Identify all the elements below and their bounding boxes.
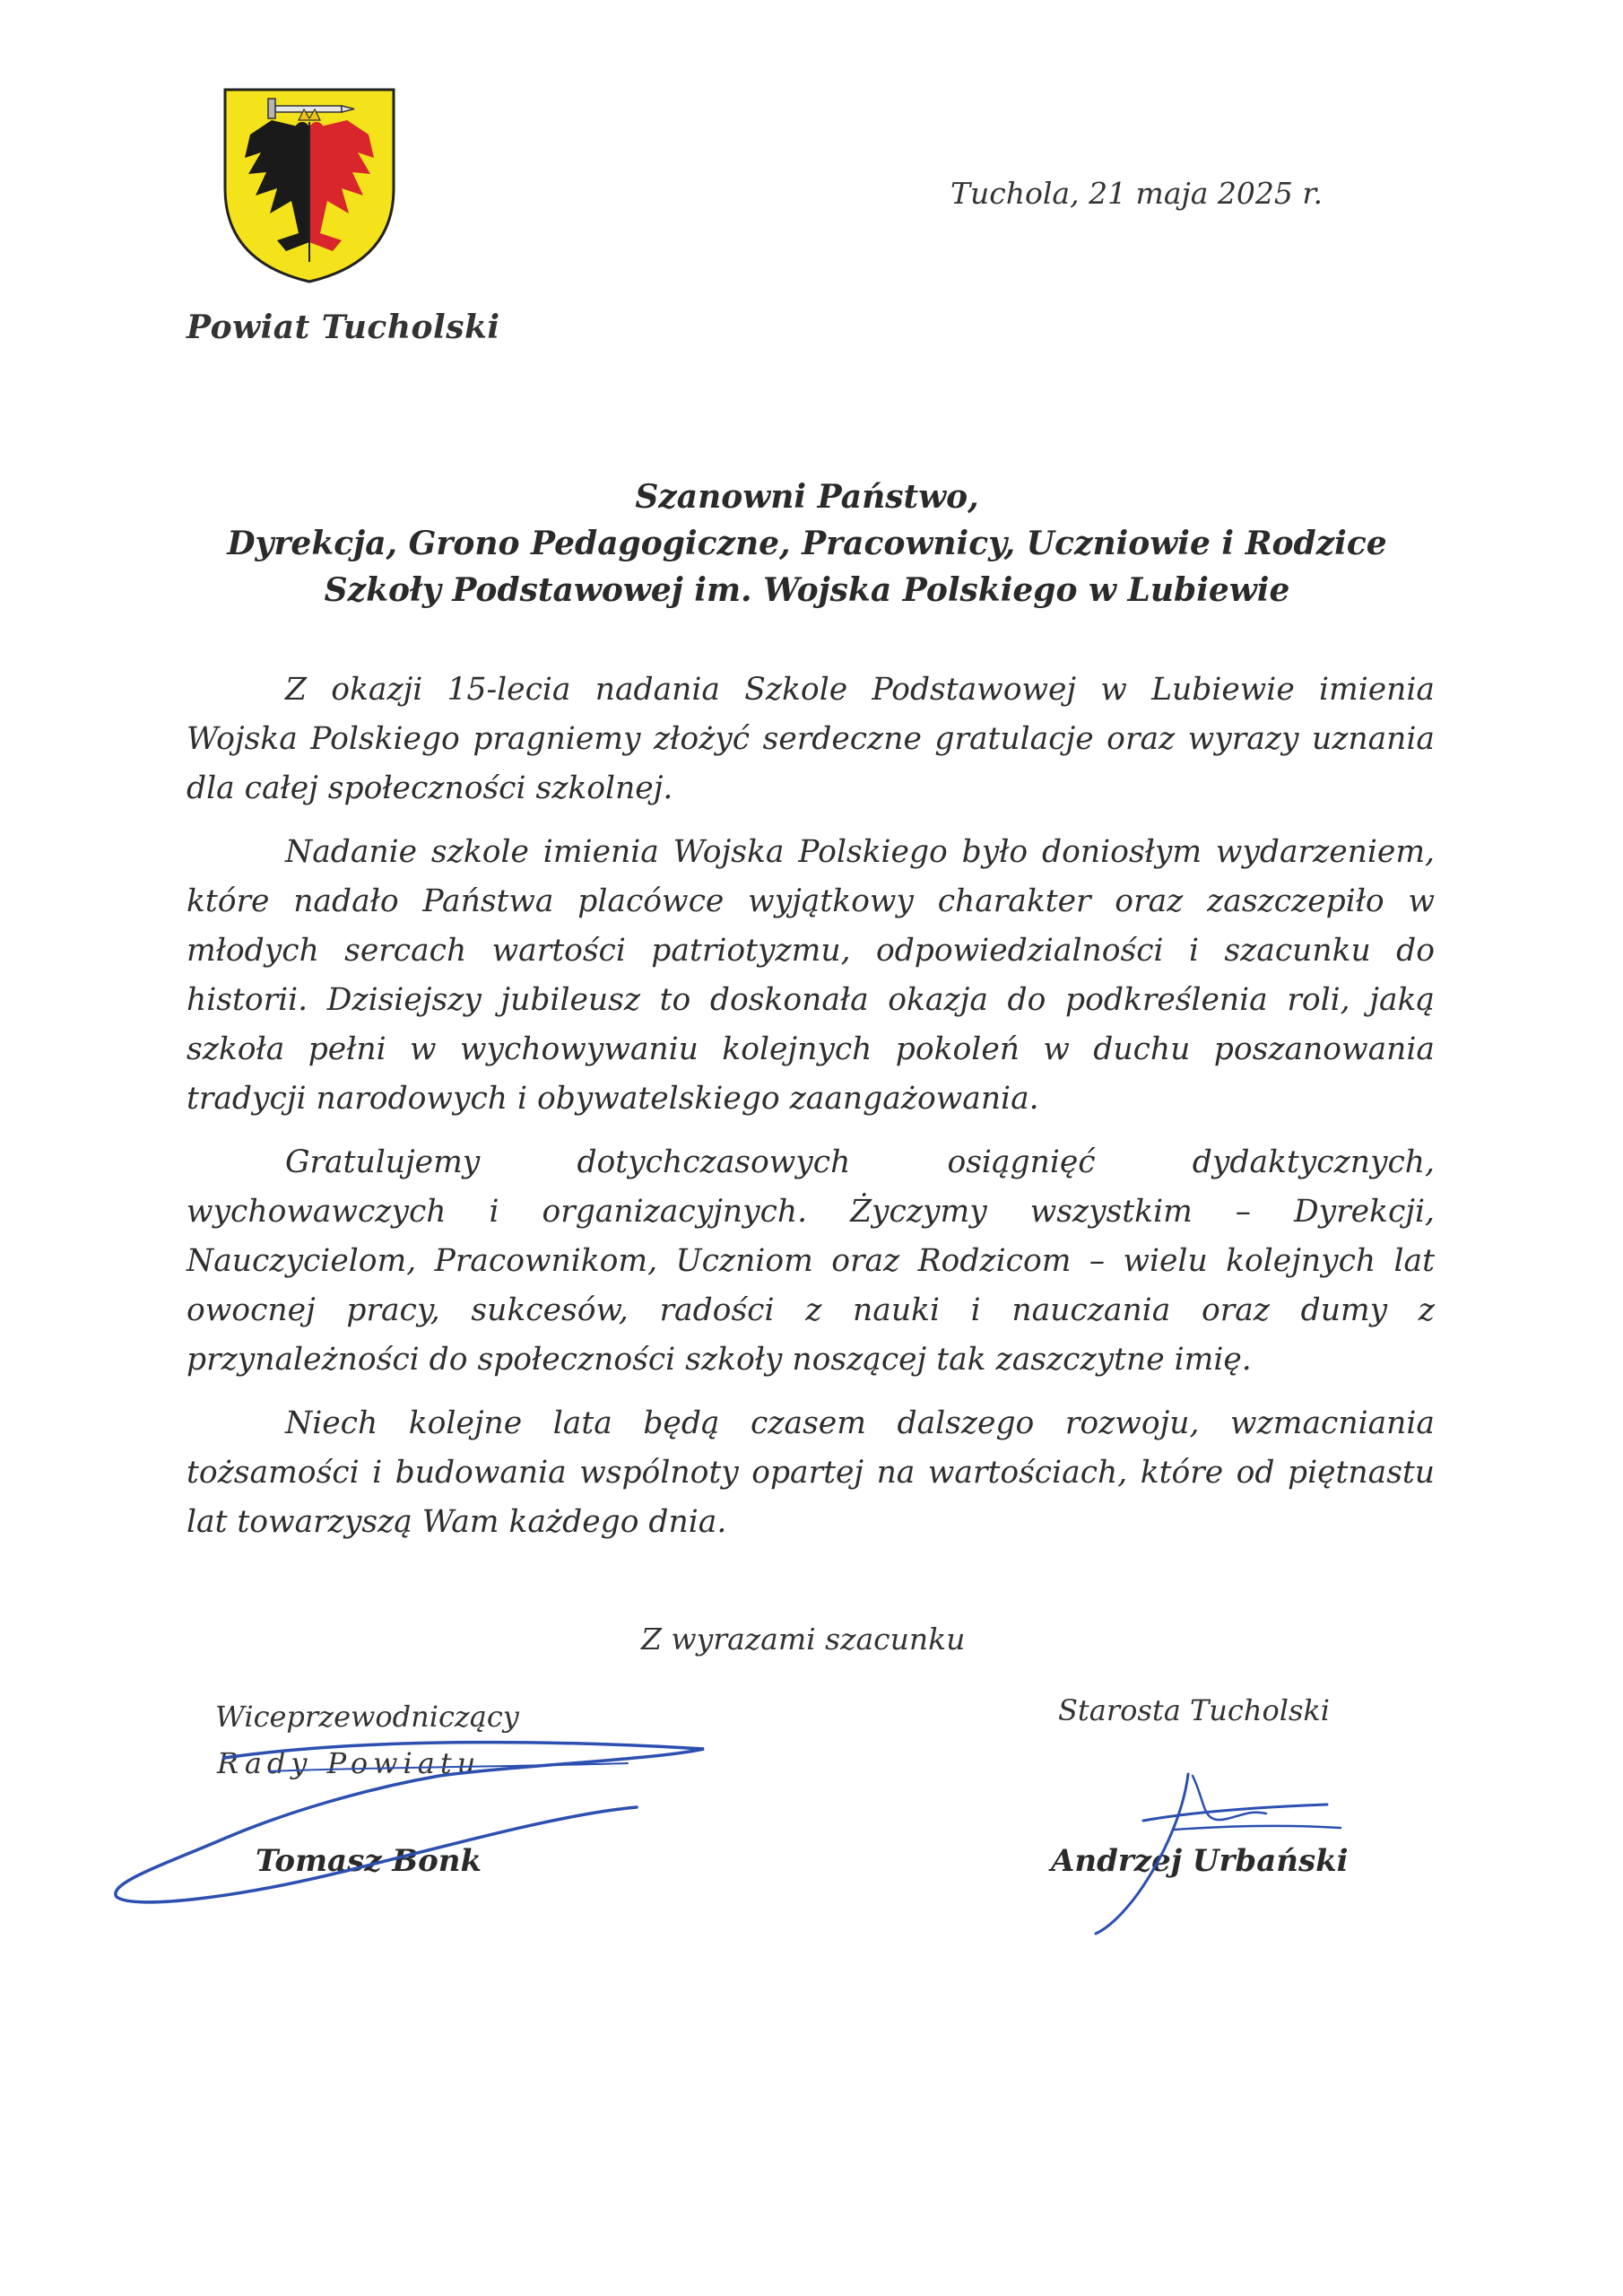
right-signatory-title: Starosta Tucholski [1058,1693,1330,1727]
salutation-line-2: Dyrekcja, Grono Pedagogiczne, Pracownicy, Uczniowie i Rodzice [227,525,1387,562]
body-paragraph-4: Niech kolejne lata będą czasem dalszego rozwoju, wzmacniania tożsamości i budowania wspólnoty opartej na wartościach, które od piętnastu lat towarzyszą Wam każdego dnia. [187,1405,1435,1540]
right-signatory-name: Andrzej Urbański [1051,1843,1349,1879]
letter-body [187,665,1435,1561]
left-signatory-title-line-2: Rady Powiatu [217,1746,482,1780]
body-paragraph-1: Z okazji 15-lecia nadania Szkole Podstawowej w Lubiewie imienia Wojska Polskiego pragniemy złożyć serdeczne gratulacje oraz wyrazy uznania dla całej społeczności szkolnej. [187,672,1435,806]
left-signatory-name: Tomasz Bonk [256,1843,482,1879]
letter-date: Tuchola, 21 maja 2025 r. [950,176,1324,211]
salutation [179,474,1435,613]
closing-phrase: Z wyrazami szacunku [641,1622,966,1657]
left-signatory-title-line-1: Wiceprzewodniczący [215,1700,519,1734]
coat-of-arms-icon [220,83,399,285]
issuer-name: Powiat Tucholski [187,309,500,346]
left-signatory-title [215,1693,519,1787]
salutation-line-1: Szanowni Państwo, [635,478,979,516]
body-paragraph-2: Nadanie szkole imienia Wojska Polskiego było doniosłym wydarzeniem, które nadało Państwa placówce wyjątkowy charakter oraz zaszczepiło w młodych sercach wartości patriotyzmu, odpowiedzialności i szacunku do historii. Dzisiejszy jubileusz to doskonała okazja do podkreślenia roli, jaką szkoła pełni w wychowywaniu kolejnych pokoleń w duchu poszanowania tradycji narodowych i obywatelskiego zaangażowania. [187,834,1435,1117]
body-paragraph-3: Gratulujemy dotychczasowych osiągnięć dydaktycznych, wychowawczych i organizacyjnych. Życzymy wszystkim – Dyrekcji, Nauczycielom, Pracownikom, Uczniom oraz Rodzicom – wielu kolejnych lat owocnej pracy, sukcesów, radości z nauki i nauczania oraz dumy z przynależności do społeczności szkoły noszącej tak zaszczytne imię. [187,1144,1435,1378]
salutation-line-3: Szkoły Podstawowej im. Wojska Polskiego w Lubiewie [324,571,1290,609]
